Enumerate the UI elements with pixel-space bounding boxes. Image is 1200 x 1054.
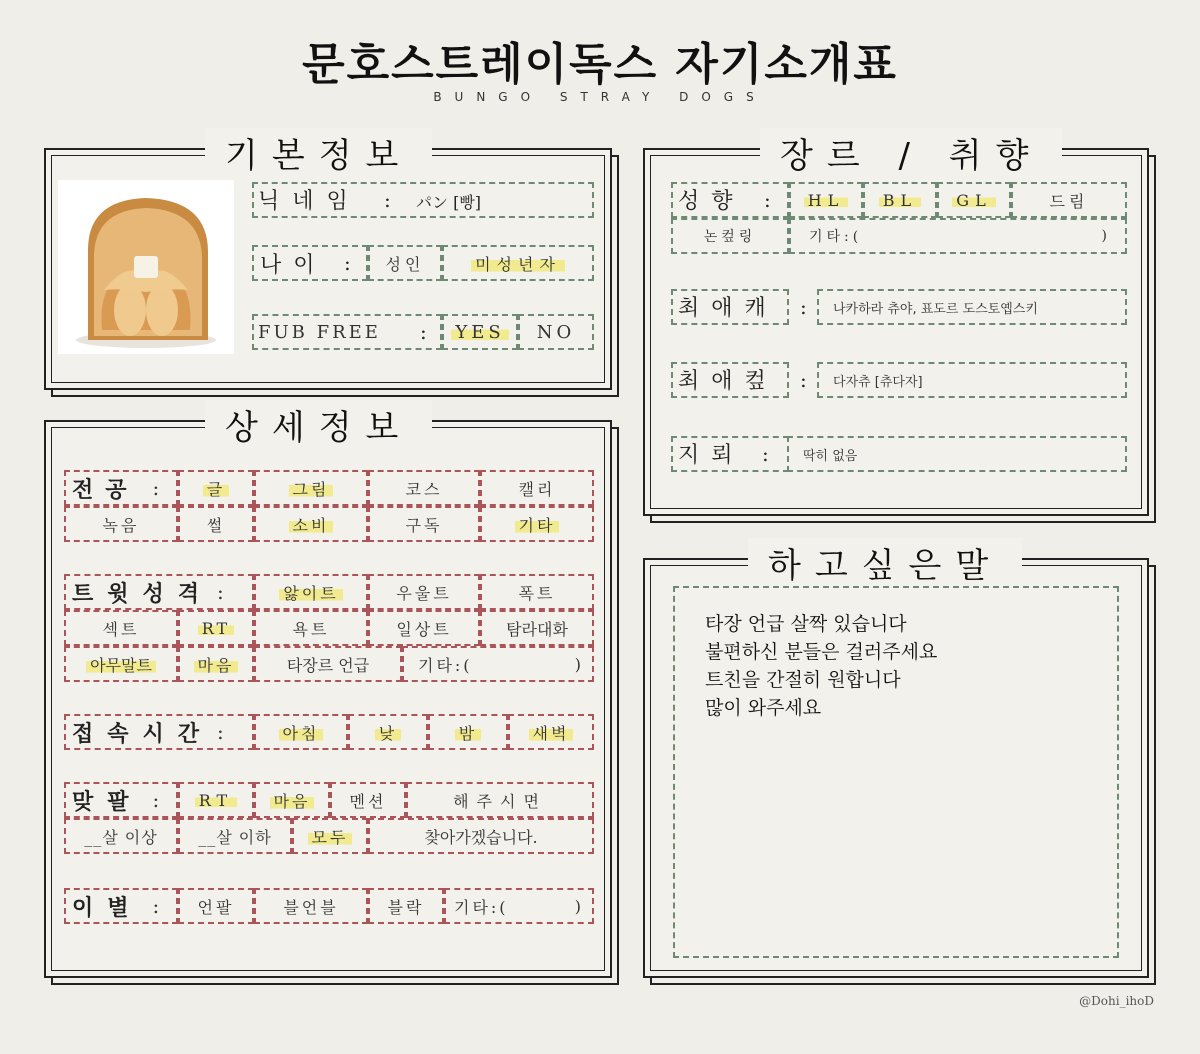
bye-option-unfollow[interactable]: 언팔 [178, 888, 254, 924]
tweet-option-sex[interactable]: 섹트 [64, 610, 178, 646]
tweet-option-depressed[interactable]: 우울트 [368, 574, 480, 610]
nickname-label: 닉네임 [258, 189, 361, 214]
bye-option-block[interactable]: 블락 [368, 888, 444, 924]
fav-char-value: 나카하라 츄야, 표도르 도스토옙스키 [817, 289, 1127, 325]
tweet-option-ali[interactable]: 앓이트 [254, 574, 368, 610]
orientation-colon: : [764, 188, 771, 212]
follow-label-cell: 맞팔 : [64, 782, 178, 818]
orientation-bl[interactable]: BL [863, 182, 937, 218]
tweet-option-other-genre[interactable]: 타장르 언급 [254, 646, 402, 682]
fub-colon: : [420, 320, 427, 344]
fub-option-no[interactable]: NO [518, 314, 594, 350]
major-option-etc[interactable]: 기타 [480, 506, 594, 542]
tweet-option-etc[interactable]: 기타:( ) [402, 646, 594, 682]
fub-option-yes[interactable]: YES [442, 314, 518, 350]
tweet-option-daily[interactable]: 일상트 [368, 610, 480, 646]
tweet-option-tl-talk[interactable]: 탐라대화 [480, 610, 594, 646]
major-option-calli[interactable]: 캘리 [480, 470, 594, 506]
fav-cp-colon: : [800, 368, 807, 392]
basic-info-title: 기본정보 [205, 128, 432, 177]
detail-title: 상세정보 [205, 400, 432, 449]
fub-label-cell: FUB FREE [252, 314, 442, 350]
follow-option-all[interactable]: 모두 [292, 818, 368, 854]
orientation-hl[interactable]: HL [789, 182, 863, 218]
tweet-option-rt[interactable]: RT [178, 610, 254, 646]
message-line: 불편하신 분들은 걸러주세요 [705, 641, 938, 663]
follow-option-over-age[interactable]: __살 이상 [64, 818, 178, 854]
age-option-adult[interactable]: 성인 [368, 245, 442, 281]
time-option-dawn[interactable]: 새벽 [508, 714, 594, 750]
follow-option-heart[interactable]: 마음 [254, 782, 330, 818]
tweet-option-heart[interactable]: 마음 [178, 646, 254, 682]
tweet-option-swear[interactable]: 욕트 [254, 610, 368, 646]
fav-char-label: 최애캐 [678, 296, 778, 321]
bye-option-soft-block[interactable]: 블언블 [254, 888, 368, 924]
orientation-etc[interactable]: 기타:( ) [789, 218, 1127, 254]
genre-title: 장르 / 취향 [760, 128, 1062, 177]
bye-option-etc[interactable]: 기타:( ) [444, 888, 594, 924]
time-option-night[interactable]: 밤 [428, 714, 508, 750]
time-label-cell: 접속시간 : [64, 714, 254, 750]
follow-text-will-visit: 찾아가겠습니다. [368, 818, 594, 854]
message-line: 트친을 간절히 원합니다 [705, 669, 901, 691]
major-label-cell: 전공 : [64, 470, 178, 506]
fav-cp-value: 다자츄 [츄다자] [817, 362, 1127, 398]
major-option-cos[interactable]: 코스 [368, 470, 480, 506]
major-option-record[interactable]: 녹음 [64, 506, 178, 542]
follow-text-if-you: 해주시면 [406, 782, 594, 818]
page-subtitle: BUNGO STRAY DOGS [433, 90, 767, 104]
mine-colon: : [762, 442, 769, 466]
nickname-value: パン [빵] [416, 193, 482, 212]
orientation-gl[interactable]: GL [937, 182, 1011, 218]
message-box [673, 586, 1119, 958]
time-option-morning[interactable]: 아침 [254, 714, 348, 750]
fav-cp-label: 최애컾 [678, 369, 778, 394]
message-text [705, 610, 937, 722]
age-option-minor[interactable]: 미성년자 [442, 245, 594, 281]
follow-option-under-age[interactable]: __살 이하 [178, 818, 292, 854]
orientation-non-cp[interactable]: 논컾링 [671, 218, 789, 254]
time-option-day[interactable]: 낮 [348, 714, 428, 750]
major-option-drawing[interactable]: 그림 [254, 470, 368, 506]
bye-label-cell: 이별 : [64, 888, 178, 924]
message-title: 하고싶은말 [748, 538, 1022, 587]
tweet-label-cell: 트윗성격 : [64, 574, 254, 610]
message-line: 타장 언급 살짝 있습니다 [705, 613, 907, 635]
follow-option-mention[interactable]: 멘션 [330, 782, 406, 818]
mine-label: 지뢰 [678, 443, 745, 468]
major-option-consume[interactable]: 소비 [254, 506, 368, 542]
orientation-label: 성향 [678, 189, 745, 214]
tweet-option-random[interactable]: 아무말트 [64, 646, 178, 682]
fav-char-colon: : [800, 295, 807, 319]
nickname-colon: : [384, 188, 391, 212]
major-option-writing[interactable]: 글 [178, 470, 254, 506]
age-label: 나이 [260, 253, 327, 278]
page-title: 문호스트레이독스 자기소개표 [302, 39, 898, 90]
orientation-dream[interactable]: 드림 [1011, 182, 1127, 218]
major-option-subscribe[interactable]: 구독 [368, 506, 480, 542]
tweet-option-bomb[interactable]: 폭트 [480, 574, 594, 610]
age-colon: : [344, 251, 351, 275]
bread-toast-image [58, 180, 234, 354]
message-line: 많이 와주세요 [705, 697, 822, 719]
major-option-sseol[interactable]: 썰 [178, 506, 254, 542]
follow-option-rt[interactable]: RT [178, 782, 254, 818]
credit-handle: @Dohi_ihoD [1079, 994, 1154, 1008]
mine-value: 딱히 없음 [787, 436, 1127, 472]
